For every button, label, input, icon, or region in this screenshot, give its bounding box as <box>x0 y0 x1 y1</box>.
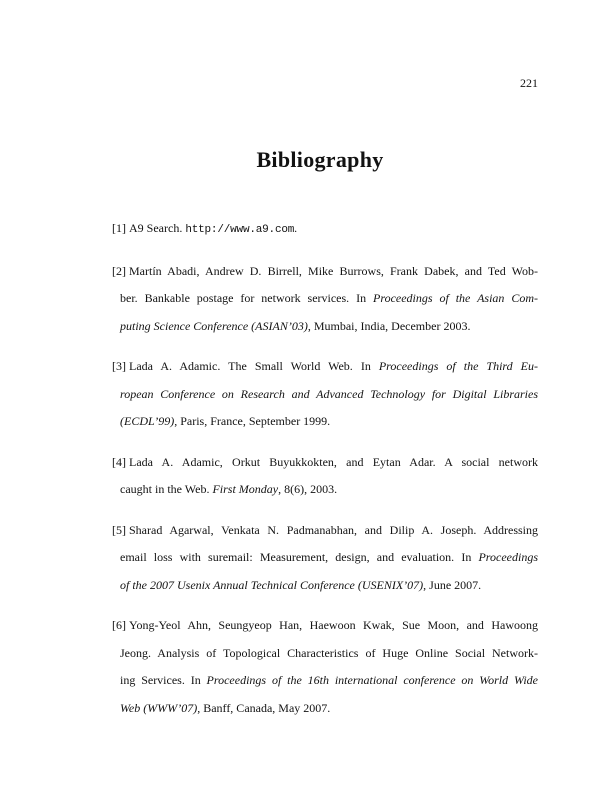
text-run-italic: Proceedings <box>478 550 538 564</box>
bib-entry-line <box>120 449 538 477</box>
text-run-italic: ropean Conference on Research and Advanced Technology for Digital Libraries <box>120 386 538 401</box>
text-run-roman: Yong-Yeol Ahn, Seungyeop Han, Haewoon Kwak, Sue Moon, and Hawoong <box>129 618 538 632</box>
bib-entry-line <box>120 353 538 381</box>
bib-entry <box>112 258 538 341</box>
bib-entry-line <box>120 313 538 341</box>
bib-entry <box>112 353 539 436</box>
text-run-roman: Lada A. Adamic, Orkut Buyukkokten, and Eytan Adar. A social network <box>129 454 538 469</box>
bib-entry-number: [2] <box>112 263 126 278</box>
bib-entry <box>112 449 538 504</box>
bib-entry-line <box>120 381 538 409</box>
text-run-roman: ber. Bankable postage for network services. In <box>120 291 374 305</box>
text-run-italic: puting Science Conference (ASIAN’03) <box>120 318 308 333</box>
text-run-italic: Proceedings of the 16th international conference on World Wide <box>206 673 538 687</box>
bib-entry-line <box>120 258 538 286</box>
bib-entry-number: [3] <box>112 359 126 373</box>
text-run-roman: caught in the Web. <box>120 482 213 496</box>
bib-entry-number: [1] <box>112 221 126 235</box>
text-run-roman: Lada A. Adamic. The Small World Web. In <box>129 359 379 373</box>
bib-entry-line <box>120 695 538 723</box>
bib-entry-line <box>120 640 538 668</box>
text-run-roman: Jeong. Analysis of Topological Characteristics of Huge Online Social Network- <box>120 645 538 660</box>
text-run-roman: ing Services. In <box>120 673 207 687</box>
text-run-italic: (ECDL’99) <box>120 414 175 428</box>
bib-entry-line <box>120 285 538 313</box>
bib-entry-number: [4] <box>112 454 126 469</box>
text-run-roman: , Mumbai, India, December 2003. <box>307 318 471 333</box>
bib-entry-number: [6] <box>112 618 126 632</box>
bib-entry-line <box>120 612 538 640</box>
text-run-roman: email loss with suremail: Measurement, design, and evaluation. In <box>120 550 479 564</box>
text-run-italic: Proceedings of the Third Eu- <box>378 359 539 373</box>
text-run-italic: Web (WWW’07) <box>120 700 198 715</box>
bib-entry-number: [5] <box>112 522 126 537</box>
bib-entry-line <box>120 408 538 436</box>
bib-entry-line <box>120 572 538 600</box>
bib-entry <box>112 612 538 722</box>
bib-entry-line <box>120 544 538 572</box>
text-run-roman: , 8(6), 2003. <box>278 482 338 496</box>
bib-entry-line <box>120 517 538 545</box>
text-run-italic: of the 2007 Usenix Annual Technical Conference (USENIX’07) <box>120 577 424 592</box>
bib-entry-line <box>120 667 538 695</box>
bib-entry <box>112 215 538 245</box>
page-number: 221 <box>520 76 538 90</box>
text-run-roman: . <box>294 221 298 235</box>
text-run-italic: Proceedings of the Asian Com- <box>373 291 538 305</box>
bib-entry-line <box>120 476 538 504</box>
bibliography-list <box>112 215 539 722</box>
text-run-roman: Martín Abadi, Andrew D. Birrell, Mike Burrows, Frank Dabek, and Ted Wob- <box>129 263 538 278</box>
text-run-roman: Sharad Agarwal, Venkata N. Padmanabhan, and Dilip A. Joseph. Addressing <box>129 522 538 537</box>
text-run-roman: , June 2007. <box>423 577 482 592</box>
bib-entry-line <box>120 215 538 245</box>
bib-entry <box>112 517 538 600</box>
text-run-roman: , Banff, Canada, May 2007. <box>197 700 331 715</box>
text-run-roman: , Paris, France, September 1999. <box>174 414 331 428</box>
text-run-italic: First Monday <box>212 482 279 496</box>
text-run-mono: http://www.a9.com <box>185 224 295 236</box>
chapter-title: Bibliography <box>256 147 384 172</box>
text-run-roman: A9 Search. <box>129 221 186 235</box>
